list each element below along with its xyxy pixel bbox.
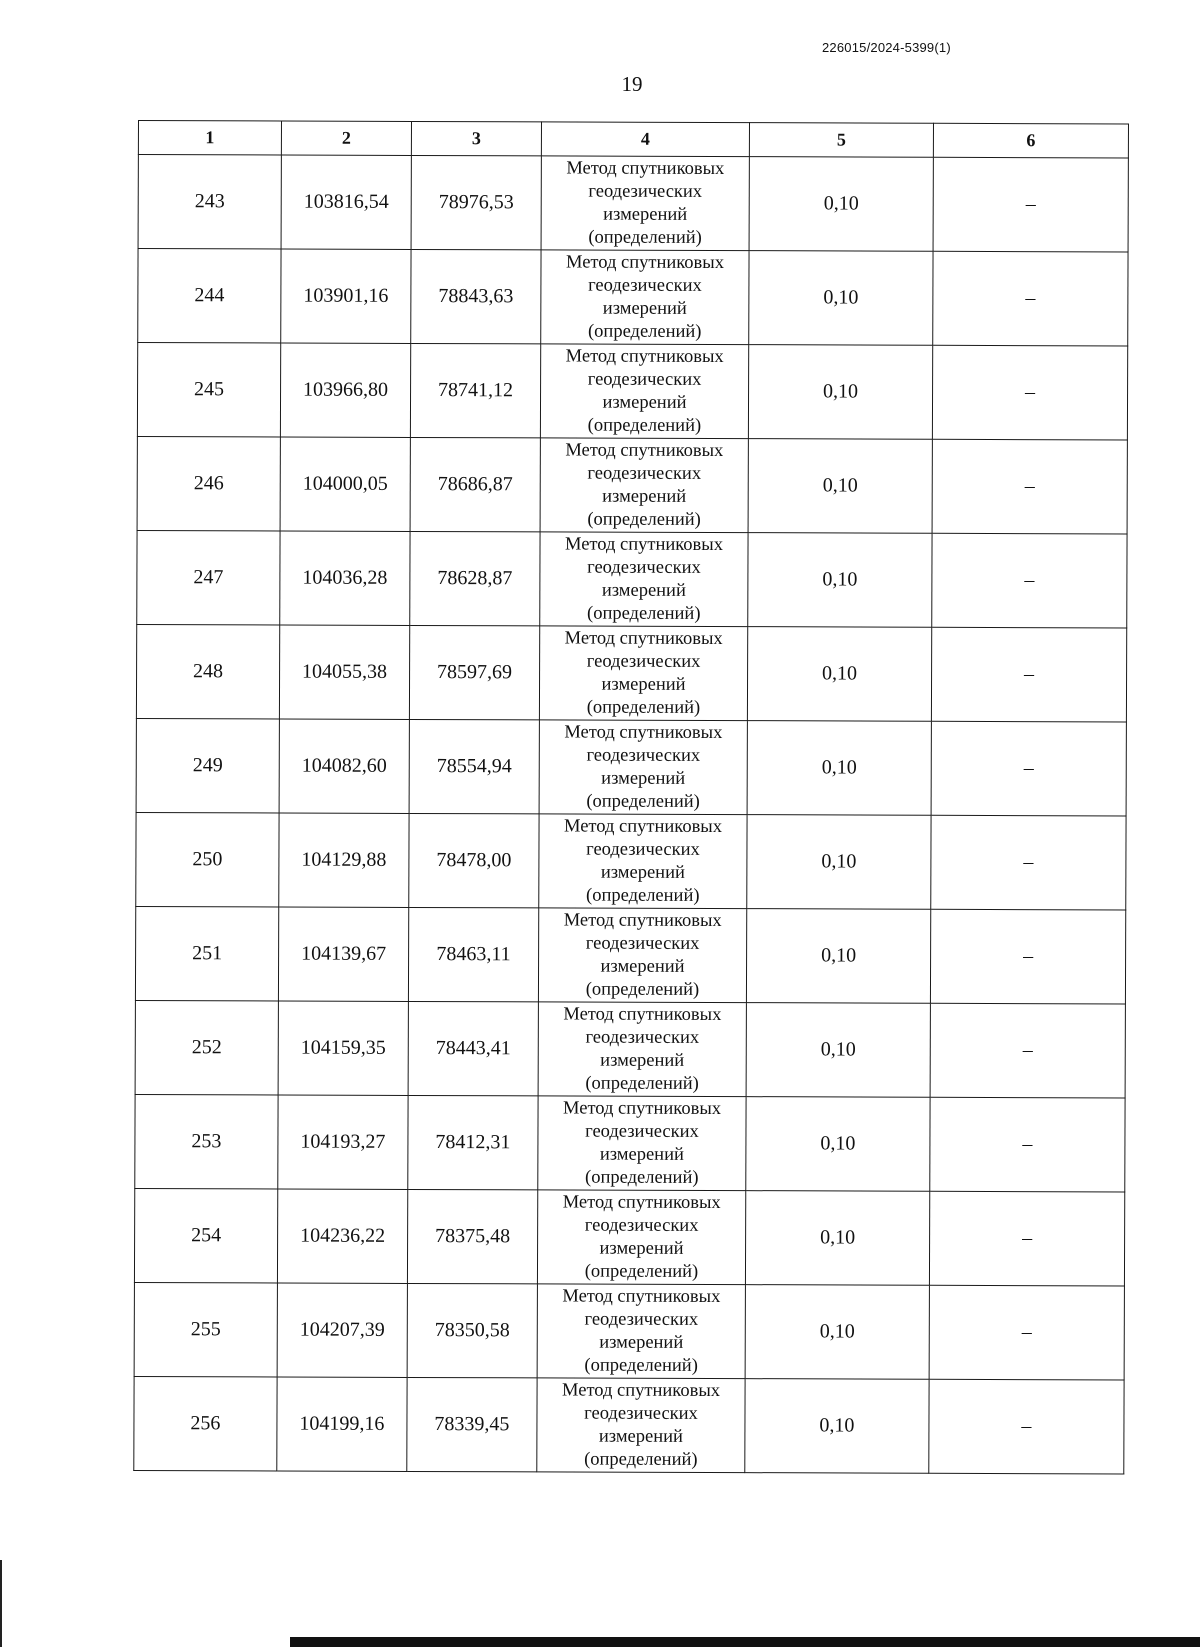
- note-cell: –: [932, 439, 1127, 534]
- method-text-line: геодезических: [588, 275, 702, 296]
- coordinate-x-cell: 104036,28: [280, 531, 410, 625]
- coordinates-table-wrapper: [133, 120, 1128, 1474]
- method-text-line: измерений: [600, 1050, 685, 1071]
- note-cell: –: [929, 1285, 1124, 1380]
- method-cell: [540, 532, 748, 627]
- method-text-line: (определений): [586, 791, 700, 812]
- accuracy-cell: 0,10: [747, 627, 931, 722]
- coordinate-y-cell: 78976,53: [411, 155, 541, 249]
- method-text-line: (определений): [588, 227, 702, 248]
- method-text-line: геодезических: [585, 933, 700, 954]
- table-row: [135, 1000, 1125, 1097]
- point-number-cell: 254: [134, 1188, 277, 1282]
- coordinates-table: [133, 120, 1129, 1474]
- method-text-line: (определений): [586, 885, 700, 906]
- method-cell: [538, 908, 746, 1003]
- coordinate-y-cell: 78741,12: [410, 343, 540, 437]
- column-header: 2: [281, 121, 411, 155]
- note-cell: –: [931, 815, 1126, 910]
- coordinate-x-cell: 104236,22: [277, 1189, 407, 1283]
- method-text-line: Метод спутниковых: [563, 1097, 722, 1119]
- method-cell: [537, 1284, 745, 1379]
- column-header: 3: [411, 121, 541, 155]
- accuracy-cell: 0,10: [748, 345, 932, 440]
- point-number-cell: 253: [135, 1094, 278, 1188]
- method-text-line: измерений: [599, 1144, 684, 1165]
- point-number-cell: 255: [134, 1282, 277, 1376]
- method-text-line: Метод спутниковых: [563, 909, 722, 931]
- method-text-line: измерений: [599, 1238, 684, 1259]
- coordinate-x-cell: 104159,35: [278, 1001, 408, 1095]
- method-text-line: Метод спутниковых: [565, 251, 725, 273]
- table-row: [135, 906, 1125, 1003]
- point-number-cell: 245: [137, 343, 280, 437]
- method-text-line: геодезических: [587, 463, 702, 484]
- point-number-cell: 256: [134, 1376, 277, 1470]
- method-text-line: Метод спутниковых: [565, 345, 724, 367]
- point-number-cell: 246: [137, 436, 280, 530]
- coordinate-y-cell: 78628,87: [410, 531, 540, 625]
- method-text-line: (определений): [585, 1073, 699, 1094]
- coordinate-x-cell: 104082,60: [279, 719, 409, 813]
- note-cell: –: [932, 533, 1127, 628]
- accuracy-cell: 0,10: [746, 1097, 930, 1192]
- method-text-line: измерений: [602, 298, 687, 319]
- coordinate-y-cell: 78412,31: [408, 1095, 538, 1189]
- method-cell: [538, 1096, 746, 1191]
- coordinate-y-cell: 78597,69: [409, 625, 539, 719]
- note-cell: –: [929, 1191, 1124, 1286]
- method-text-line: измерений: [601, 768, 686, 789]
- table-header: [138, 121, 1128, 158]
- method-text-line: Метод спутниковых: [562, 1191, 721, 1213]
- table-row: [137, 343, 1127, 440]
- method-cell: [539, 626, 747, 721]
- method-text-line: Метод спутниковых: [564, 627, 723, 649]
- method-text-line: геодезических: [586, 651, 701, 672]
- method-text-line: Метод спутниковых: [564, 533, 724, 555]
- note-cell: –: [933, 157, 1128, 252]
- method-text-line: Метод спутниковых: [565, 439, 724, 461]
- column-header: 4: [541, 122, 749, 157]
- method-cell: [539, 720, 747, 815]
- method-text-line: измерений: [601, 580, 686, 601]
- accuracy-cell: 0,10: [745, 1285, 929, 1380]
- accuracy-cell: 0,10: [747, 815, 931, 910]
- method-text-line: геодезических: [584, 1309, 699, 1330]
- coordinate-y-cell: 78843,63: [411, 249, 541, 343]
- method-text-line: (определений): [586, 697, 701, 718]
- note-cell: –: [930, 909, 1125, 1004]
- coordinate-x-cell: 104055,38: [279, 625, 409, 719]
- method-text-line: геодезических: [584, 1215, 699, 1236]
- coordinate-x-cell: 104000,05: [280, 437, 410, 531]
- note-cell: –: [931, 627, 1126, 722]
- method-text-line: (определений): [587, 603, 701, 624]
- document-registration-number: 226015/2024-5399(1): [822, 40, 951, 55]
- note-cell: –: [930, 1097, 1125, 1192]
- method-text-line: измерений: [601, 674, 686, 695]
- coordinate-x-cell: 104199,16: [277, 1377, 407, 1471]
- column-header: 6: [933, 123, 1128, 158]
- header-row: [138, 121, 1128, 158]
- method-text-line: геодезических: [587, 557, 701, 578]
- coordinate-x-cell: 104207,39: [277, 1283, 407, 1377]
- table-row: [136, 718, 1126, 815]
- coordinate-y-cell: 78686,87: [410, 437, 540, 531]
- note-cell: –: [931, 721, 1126, 816]
- table-row: [137, 530, 1127, 627]
- note-cell: –: [932, 345, 1127, 440]
- coordinate-x-cell: 103816,54: [281, 155, 411, 249]
- coordinate-x-cell: 104193,27: [278, 1095, 408, 1189]
- method-text-line: (определений): [587, 321, 702, 342]
- point-number-cell: 244: [138, 249, 281, 343]
- coordinate-y-cell: 78350,58: [407, 1283, 537, 1377]
- point-number-cell: 252: [135, 1000, 278, 1094]
- method-text-line: геодезических: [585, 1027, 700, 1048]
- method-text-line: геодезических: [584, 1403, 698, 1424]
- method-text-line: (определений): [585, 979, 700, 1000]
- method-text-line: Метод спутниковых: [564, 721, 723, 743]
- method-text-line: (определений): [584, 1355, 698, 1376]
- note-cell: –: [933, 251, 1128, 346]
- method-text-line: Метод спутниковых: [566, 157, 725, 179]
- accuracy-cell: 0,10: [746, 909, 930, 1004]
- point-number-cell: 250: [136, 812, 279, 906]
- table-row: [138, 249, 1128, 346]
- coordinate-y-cell: 78375,48: [407, 1189, 537, 1283]
- method-cell: [537, 1378, 745, 1473]
- method-text-line: геодезических: [586, 745, 701, 766]
- method-text-line: (определений): [584, 1449, 698, 1470]
- method-text-line: измерений: [598, 1426, 683, 1447]
- method-cell: [539, 814, 747, 909]
- coordinate-y-cell: 78339,45: [407, 1377, 537, 1471]
- note-cell: –: [930, 1003, 1125, 1098]
- method-text-line: геодезических: [586, 839, 700, 860]
- coordinate-y-cell: 78554,94: [409, 719, 539, 813]
- method-text-line: измерений: [603, 204, 688, 225]
- method-text-line: Метод спутниковых: [562, 1379, 721, 1401]
- method-text-line: измерений: [602, 392, 687, 413]
- method-text-line: геодезических: [585, 1121, 699, 1142]
- note-cell: –: [929, 1379, 1124, 1474]
- method-cell: [541, 250, 749, 345]
- table-row: [135, 1094, 1125, 1191]
- column-header: 1: [138, 121, 281, 155]
- scan-edge-line: [0, 1560, 2, 1647]
- accuracy-cell: 0,10: [748, 533, 932, 628]
- method-text-line: (определений): [584, 1261, 699, 1282]
- accuracy-cell: 0,10: [748, 439, 932, 534]
- method-cell: [541, 156, 749, 251]
- coordinate-y-cell: 78443,41: [408, 1001, 538, 1095]
- coordinate-x-cell: 103901,16: [281, 249, 411, 343]
- point-number-cell: 248: [136, 624, 279, 718]
- accuracy-cell: 0,10: [745, 1191, 929, 1286]
- method-text-line: (определений): [587, 509, 701, 530]
- page-number: 19: [621, 72, 643, 96]
- method-text-line: (определений): [585, 1167, 699, 1188]
- coordinate-x-cell: 104129,88: [279, 813, 409, 907]
- method-text-line: геодезических: [588, 181, 703, 202]
- method-text-line: измерений: [602, 486, 687, 507]
- method-text-line: Метод спутниковых: [564, 815, 723, 837]
- table-row: [134, 1188, 1124, 1285]
- accuracy-cell: 0,10: [747, 721, 931, 816]
- point-number-cell: 251: [135, 906, 278, 1000]
- method-text-line: измерений: [600, 862, 685, 883]
- point-number-cell: 249: [136, 718, 279, 812]
- coordinate-y-cell: 78478,00: [409, 813, 539, 907]
- accuracy-cell: 0,10: [745, 1379, 929, 1474]
- method-cell: [540, 344, 748, 439]
- method-cell: [540, 438, 748, 533]
- coordinate-y-cell: 78463,11: [408, 907, 538, 1001]
- coordinate-x-cell: 103966,80: [280, 343, 410, 437]
- method-text-line: (определений): [587, 415, 702, 436]
- table-row: [138, 155, 1128, 252]
- point-number-cell: 243: [138, 155, 281, 249]
- accuracy-cell: 0,10: [749, 251, 933, 346]
- accuracy-cell: 0,10: [749, 157, 933, 252]
- table-row: [136, 624, 1126, 721]
- point-number-cell: 247: [137, 530, 280, 624]
- table-row: [134, 1282, 1124, 1379]
- method-text-line: измерений: [600, 956, 685, 977]
- table-row: [134, 1376, 1124, 1473]
- method-text-line: Метод спутниковых: [563, 1003, 722, 1025]
- table-row: [137, 436, 1127, 533]
- accuracy-cell: 0,10: [746, 1003, 930, 1098]
- method-text-line: Метод спутниковых: [562, 1285, 721, 1307]
- table-body: [134, 155, 1129, 1474]
- column-header: 5: [749, 123, 933, 158]
- method-cell: [537, 1190, 745, 1285]
- method-text-line: измерений: [599, 1332, 684, 1353]
- coordinate-x-cell: 104139,67: [278, 907, 408, 1001]
- method-text-line: геодезических: [587, 369, 702, 390]
- table-row: [136, 812, 1126, 909]
- scan-bottom-bar: [290, 1637, 1200, 1647]
- method-cell: [538, 1002, 746, 1097]
